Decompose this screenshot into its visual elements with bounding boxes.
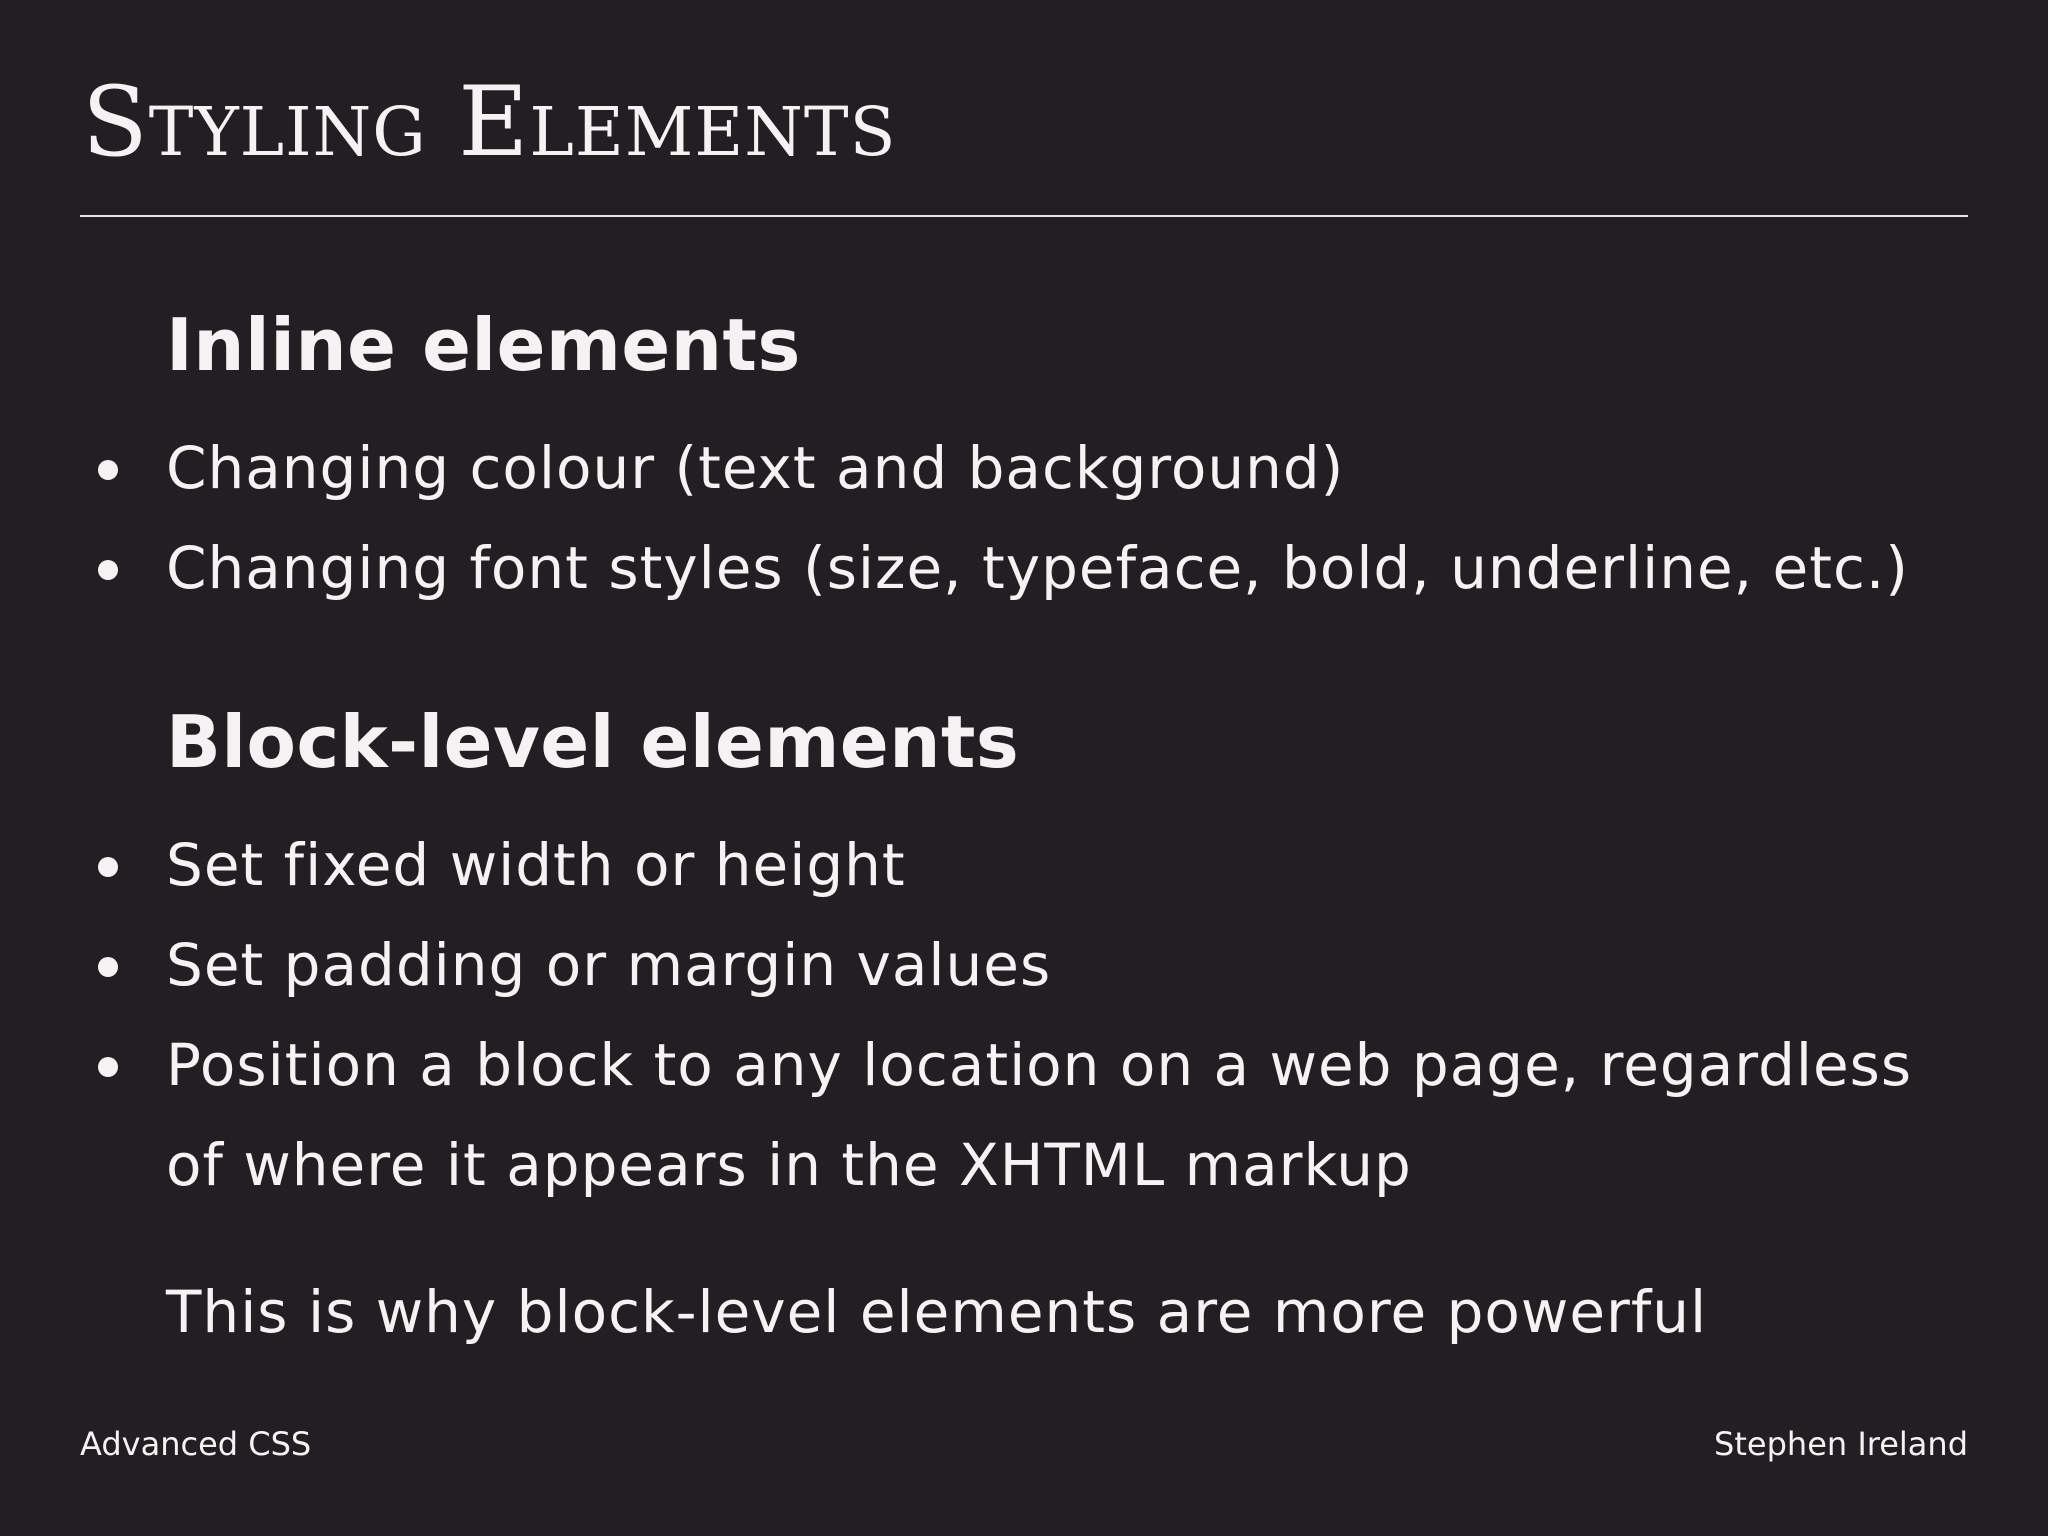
list-item xyxy=(0,915,2048,1015)
list-item xyxy=(0,418,2048,518)
list-item-text: of where it appears in the XHTML markup xyxy=(166,1131,1412,1199)
closing-note: This is why block-level elements are more powerful xyxy=(166,1278,1708,1346)
bullet-icon xyxy=(98,460,118,480)
bullet-icon xyxy=(98,560,118,580)
list-item-continuation xyxy=(0,1115,2048,1215)
bullet-icon xyxy=(98,1057,118,1077)
list-item-text: Changing colour (text and background) xyxy=(166,434,1345,502)
bullet-icon xyxy=(98,957,118,977)
footer-course-title: Advanced CSS xyxy=(80,1425,312,1463)
list-item-text: Changing font styles (size, typeface, bold, underline, etc.) xyxy=(166,534,1909,602)
title-divider xyxy=(80,215,1968,217)
bullet-list-block-level xyxy=(0,815,2048,1215)
list-item-text: Set fixed width or height xyxy=(166,831,906,899)
bullet-icon xyxy=(98,857,118,877)
list-item-text: Set padding or margin values xyxy=(166,931,1052,999)
list-item-text: Position a block to any location on a web page, regardless xyxy=(166,1031,1913,1099)
footer-author: Stephen Ireland xyxy=(1714,1425,1968,1463)
slide-title: Styling Elements xyxy=(82,66,897,178)
section-heading-inline: Inline elements xyxy=(166,303,801,387)
section-heading-block-level: Block-level elements xyxy=(166,700,1020,784)
list-item xyxy=(0,815,2048,915)
list-item xyxy=(0,1015,2048,1115)
list-item xyxy=(0,518,2048,618)
bullet-list-inline xyxy=(0,418,2048,618)
